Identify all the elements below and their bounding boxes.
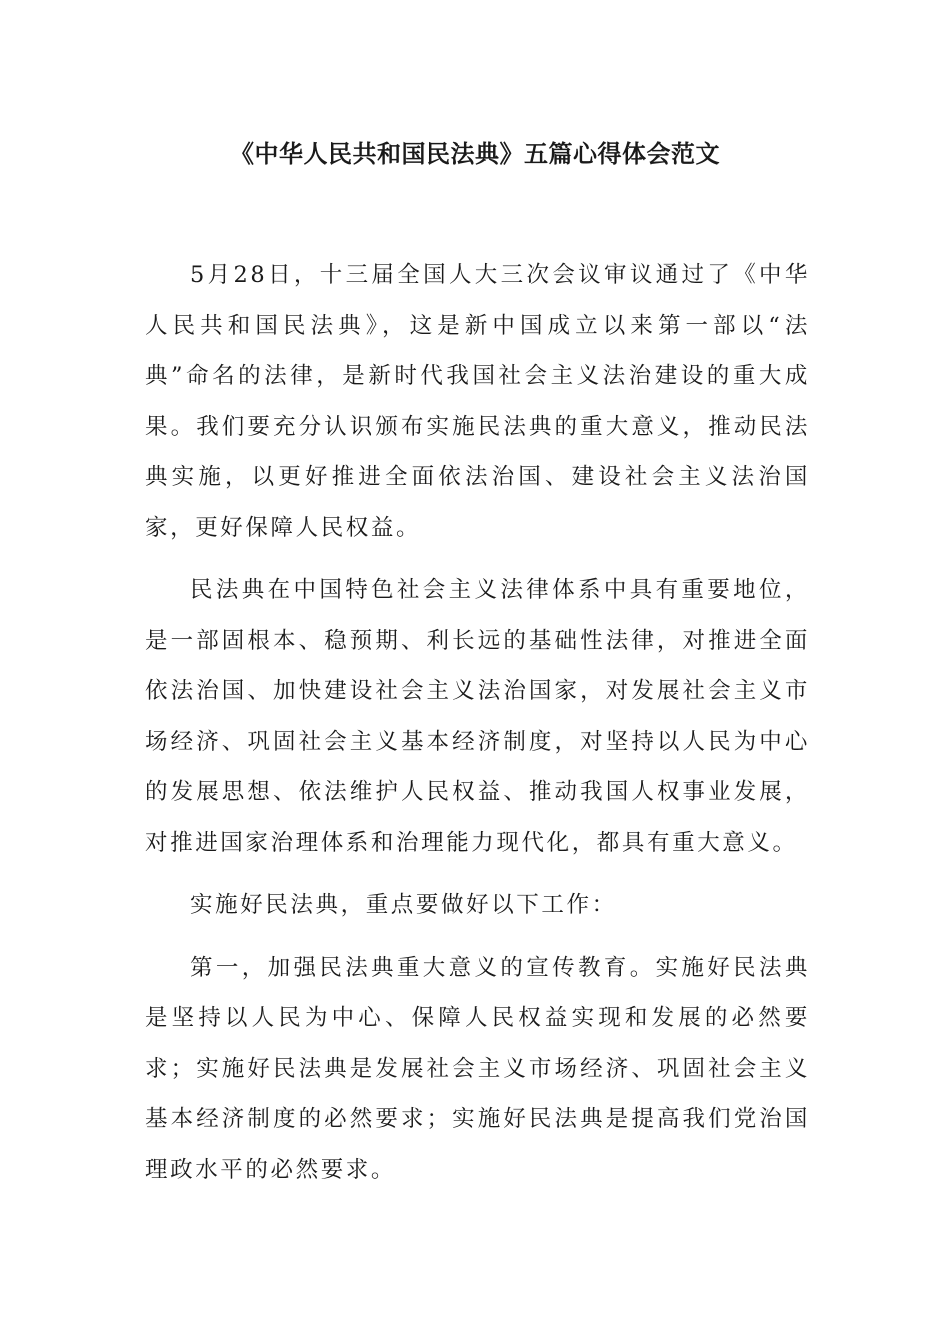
paragraph-1: 5月28日，十三届全国人大三次会议审议通过了《中华人民共和国民法典》，这是新中国成立以来第一部以“法典”命名的法律，是新时代我国社会主义法治建设的重大成果。我们要充分认识颁布实施民法典的重大意义，推动民法典实施，以更好推进全面依法治国、建设社会主义法治国家，更好保障人民权益。 (145, 262, 810, 541)
document-body (145, 250, 810, 1207)
paragraph-2: 民法典在中国特色社会主义法律体系中具有重要地位，是一部固根本、稳预期、利长远的基础性法律，对推进全面依法治国、加快建设社会主义法治国家，对发展社会主义市场经济、巩固社会主义基本经济制度，对坚持以人民为中心的发展思想、依法维护人民权益、推动我国人权事业发展，对推进国家治理体系和治理能力现代化，都具有重大意义。 (145, 577, 810, 856)
paragraph-3: 实施好民法典，重点要做好以下工作： (190, 892, 617, 918)
paragraph-4: 第一，加强民法典重大意义的宣传教育。实施好民法典是坚持以人民为中心、保障人民权益实现和发展的必然要求；实施好民法典是发展社会主义市场经济、巩固社会主义基本经济制度的必然要求；实施好民法典是提高我们党治国理政水平的必然要求。 (145, 954, 810, 1183)
document-title: 《中华人民共和国民法典》五篇心得体会范文 (230, 140, 720, 168)
